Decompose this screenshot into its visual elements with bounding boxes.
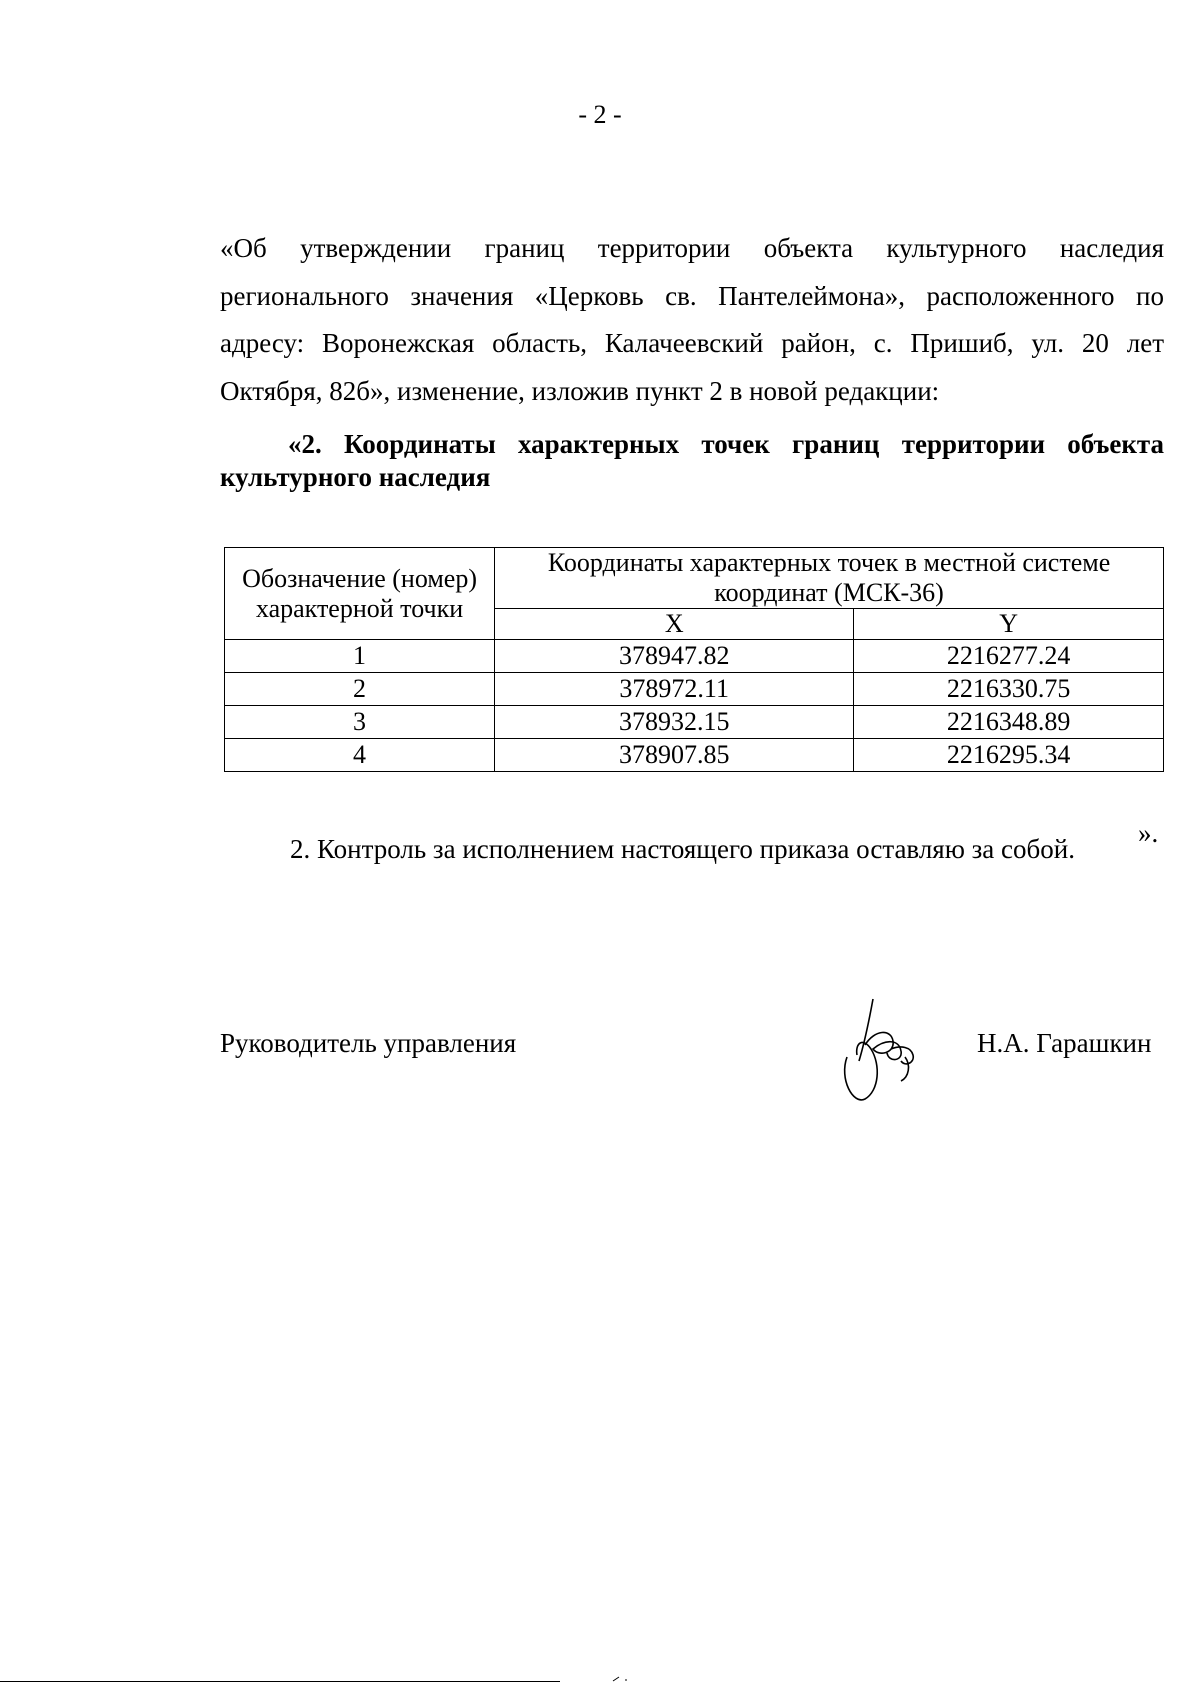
cell-y: 2216330.75 <box>854 673 1164 706</box>
cell-x: 378932.15 <box>495 706 854 739</box>
table-row <box>225 706 1164 739</box>
section-heading <box>220 428 1164 494</box>
signer-name: Н.А. Гарашкин <box>977 1028 1152 1058</box>
header-coordinates: Координаты характерных точек в местной системе координат (МСК-36) <box>495 548 1164 609</box>
intro-paragraph <box>220 225 1164 415</box>
cell-x: 378947.82 <box>495 640 854 673</box>
cell-point: 2 <box>225 673 495 706</box>
page-number: - 2 - <box>578 100 622 129</box>
signature-image <box>835 995 945 1105</box>
intro-line: регионального значения «Церковь св. Пантелеймона», расположенного по <box>220 280 1164 311</box>
table-row <box>225 640 1164 673</box>
section-heading-line: «2. Координаты характерных точек границ территории объекта <box>288 429 1164 459</box>
cell-point: 1 <box>225 640 495 673</box>
intro-line: адресу: Воронежская область, Калачеевский район, с. Пришиб, ул. 20 лет <box>220 328 1164 358</box>
footer-rule <box>0 1681 560 1682</box>
cell-x: 378907.85 <box>495 739 854 772</box>
scan-artifact <box>612 1676 632 1682</box>
intro-line: Октября, 82б», изменение, изложив пункт 2 в новой редакции: <box>220 375 940 406</box>
cell-point: 4 <box>225 739 495 772</box>
cell-x: 378972.11 <box>495 673 854 706</box>
coordinates-table <box>224 547 1164 772</box>
cell-y: 2216295.34 <box>854 739 1164 772</box>
cell-y: 2216277.24 <box>854 640 1164 673</box>
table-row <box>225 739 1164 772</box>
cell-point: 3 <box>225 706 495 739</box>
signer-title: Руководитель управления <box>220 1028 517 1058</box>
header-x: X <box>495 609 854 640</box>
intro-line: «Об утверждении границ территории объекта культурного наследия <box>220 233 1164 263</box>
table-row <box>225 673 1164 706</box>
header-y: Y <box>854 609 1164 640</box>
control-clause: 2. Контроль за исполнением настоящего приказа оставляю за собой. <box>290 834 1075 864</box>
closing-quote: ». <box>1138 818 1159 848</box>
cell-y: 2216348.89 <box>854 706 1164 739</box>
header-point-designation: Обозначение (номер) характерной точки <box>225 548 495 640</box>
section-heading-line: культурного наследия <box>220 462 491 492</box>
